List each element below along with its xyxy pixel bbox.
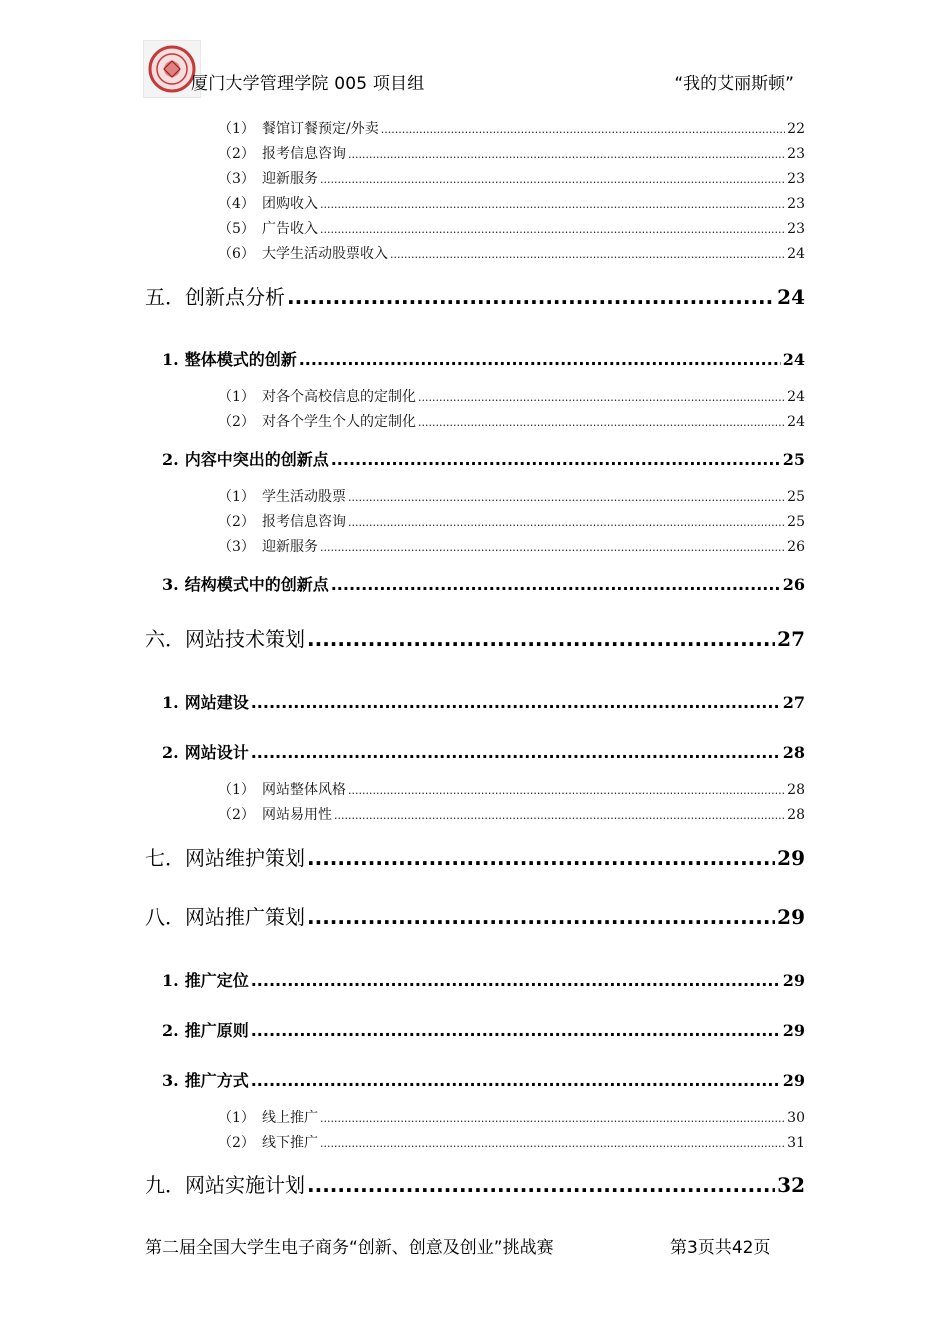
header-org-name: 厦门大学管理学院 005 项目组 xyxy=(191,74,425,94)
toc-entry-number: （1） xyxy=(218,121,255,137)
toc-entry[interactable] xyxy=(162,447,805,470)
toc-entry-title: 报考信息咨询 xyxy=(262,146,346,162)
toc-leader-dots xyxy=(320,541,785,554)
toc-leader-dots xyxy=(307,1173,775,1197)
toc-entry-page: 24 xyxy=(782,350,805,369)
toc-entry-page: 25 xyxy=(787,514,805,530)
page-footer xyxy=(145,1233,805,1257)
toc-leader-dots xyxy=(251,1021,781,1040)
toc-entry-number: （5） xyxy=(218,221,255,237)
toc-entry-number: （2） xyxy=(218,146,255,162)
toc-entry-number: （4） xyxy=(218,196,255,212)
toc-entry-page: 23 xyxy=(787,196,805,212)
toc-entry-title: 网站易用性 xyxy=(262,807,332,823)
header-project-name: “我的艾丽斯顿” xyxy=(674,74,794,94)
toc-entry-number: （1） xyxy=(218,1110,255,1126)
toc-entry-page: 23 xyxy=(787,171,805,187)
toc-entry-page: 27 xyxy=(777,627,805,651)
toc-entry-page: 27 xyxy=(782,693,805,712)
toc-entry[interactable] xyxy=(145,842,805,871)
toc-leader-dots xyxy=(251,971,781,990)
toc-leader-dots xyxy=(418,391,785,404)
toc-entry-title: 网站建设 xyxy=(184,693,249,712)
toc-entry-title: 八．网站推广策划 xyxy=(145,905,305,929)
toc-entry-page: 25 xyxy=(782,450,805,469)
toc-entry[interactable] xyxy=(218,779,805,799)
toc-leader-dots xyxy=(348,784,785,797)
toc-leader-dots xyxy=(251,1071,781,1090)
toc-leader-dots xyxy=(348,148,785,161)
toc-entry-page: 29 xyxy=(777,846,805,870)
toc-entry[interactable] xyxy=(218,511,805,531)
toc-leader-dots xyxy=(331,450,781,469)
toc-entry-page: 30 xyxy=(787,1110,805,1126)
toc-entry[interactable] xyxy=(218,243,805,263)
toc-leader-dots xyxy=(348,491,785,504)
toc-entry-page: 22 xyxy=(787,121,805,137)
toc-entry-title: 推广原则 xyxy=(184,1021,249,1040)
toc-entry-number: 2. xyxy=(162,1021,179,1040)
toc-entry[interactable] xyxy=(145,901,805,930)
toc-entry-title: 整体模式的创新 xyxy=(184,350,297,369)
toc-entry[interactable] xyxy=(218,143,805,163)
toc-entry-title: 线上推广 xyxy=(262,1110,318,1126)
toc-entry-number: 2. xyxy=(162,743,179,762)
toc-entry-page: 23 xyxy=(787,146,805,162)
toc-leader-dots xyxy=(320,1137,785,1150)
toc-entry-page: 26 xyxy=(787,539,805,555)
toc-entry[interactable] xyxy=(162,347,805,370)
toc-entry-page: 29 xyxy=(777,905,805,929)
toc-entry-page: 24 xyxy=(787,389,805,405)
toc-entry-title: 线下推广 xyxy=(262,1135,318,1151)
toc-entry-page: 28 xyxy=(787,782,805,798)
toc-entry[interactable] xyxy=(218,386,805,406)
toc-entry[interactable] xyxy=(218,536,805,556)
toc-entry[interactable] xyxy=(218,804,805,824)
toc-entry-number: 1. xyxy=(162,693,179,712)
toc-entry-title: 对各个学生个人的定制化 xyxy=(262,414,416,430)
toc-entry[interactable] xyxy=(162,572,805,595)
toc-leader-dots xyxy=(307,627,775,651)
toc-entry-number: 3. xyxy=(162,575,179,594)
toc-leader-dots xyxy=(348,516,785,529)
toc-entry-page: 29 xyxy=(782,971,805,990)
toc-entry-page: 28 xyxy=(787,807,805,823)
toc-leader-dots xyxy=(418,416,785,429)
toc-entry-title: 网站设计 xyxy=(184,743,249,762)
toc-entry-number: （2） xyxy=(218,1135,255,1151)
toc-entry-page: 24 xyxy=(787,246,805,262)
toc-entry-title: 五．创新点分析 xyxy=(145,285,285,309)
toc-leader-dots xyxy=(320,1112,785,1125)
toc-leader-dots xyxy=(334,809,785,822)
toc-entry-number: 3. xyxy=(162,1071,179,1090)
toc-entry[interactable] xyxy=(218,411,805,431)
toc-entry-page: 31 xyxy=(787,1135,805,1151)
toc-entry-number: （3） xyxy=(218,539,255,555)
toc-leader-dots xyxy=(390,248,785,261)
toc-entry-title: 餐馆订餐预定/外卖 xyxy=(262,121,379,137)
page-header xyxy=(143,40,808,98)
toc-entry[interactable] xyxy=(145,623,805,652)
toc-entry[interactable] xyxy=(162,1018,805,1041)
toc-entry-page: 29 xyxy=(782,1021,805,1040)
toc-entry-page: 24 xyxy=(787,414,805,430)
toc-entry-page: 26 xyxy=(782,575,805,594)
toc-entry-number: （2） xyxy=(218,414,255,430)
toc-entry-number: 1. xyxy=(162,350,179,369)
toc-entry-number: （1） xyxy=(218,782,255,798)
toc-entry-page: 24 xyxy=(777,285,805,309)
toc-entry[interactable] xyxy=(218,193,805,213)
toc-entry[interactable] xyxy=(218,1132,805,1152)
toc-entry-title: 七．网站维护策划 xyxy=(145,846,305,870)
toc-entry-title: 结构模式中的创新点 xyxy=(184,575,329,594)
toc-entry[interactable] xyxy=(218,168,805,188)
toc-entry[interactable] xyxy=(218,486,805,506)
toc-entry-title: 推广方式 xyxy=(184,1071,249,1090)
toc-entry-number: （3） xyxy=(218,171,255,187)
toc-leader-dots xyxy=(320,198,785,211)
toc-entry-title: 团购收入 xyxy=(262,196,318,212)
toc-entry-page: 25 xyxy=(787,489,805,505)
toc-entry-page: 23 xyxy=(787,221,805,237)
toc-leader-dots xyxy=(251,743,781,762)
toc-entry-number: （1） xyxy=(218,389,255,405)
toc-entry-title: 广告收入 xyxy=(262,221,318,237)
toc-entry[interactable] xyxy=(162,690,805,713)
toc-leader-dots xyxy=(320,223,785,236)
toc-entry-number: （2） xyxy=(218,514,255,530)
toc-entry[interactable] xyxy=(162,1068,805,1091)
toc-entry-title: 报考信息咨询 xyxy=(262,514,346,530)
toc-leader-dots xyxy=(320,173,785,186)
toc-entry[interactable] xyxy=(162,968,805,991)
toc-entry-title: 九．网站实施计划 xyxy=(145,1173,305,1197)
toc-entry-title: 内容中突出的创新点 xyxy=(184,450,329,469)
toc-leader-dots xyxy=(251,693,781,712)
toc-leader-dots xyxy=(299,350,781,369)
toc-entry[interactable] xyxy=(162,740,805,763)
toc-leader-dots xyxy=(381,123,785,136)
toc-entry-number: （6） xyxy=(218,246,255,262)
toc-entry[interactable] xyxy=(145,1169,805,1198)
footer-competition-name: 第二届全国大学生电子商务“创新、创意及创业”挑战赛 xyxy=(145,1238,554,1258)
toc-entry[interactable] xyxy=(145,281,805,310)
toc-entry[interactable] xyxy=(218,218,805,238)
toc-entry-number: （1） xyxy=(218,489,255,505)
toc-entry-title: 推广定位 xyxy=(184,971,249,990)
toc-entry-number: （2） xyxy=(218,807,255,823)
toc-entry-page: 32 xyxy=(777,1173,805,1197)
toc-entry-title: 大学生活动股票收入 xyxy=(262,246,388,262)
toc-entry-title: 对各个高校信息的定制化 xyxy=(262,389,416,405)
toc-entry-title: 网站整体风格 xyxy=(262,782,346,798)
toc-entry[interactable] xyxy=(218,118,805,138)
toc-entry-number: 2. xyxy=(162,450,179,469)
toc-leader-dots xyxy=(331,575,781,594)
toc-leader-dots xyxy=(307,905,775,929)
toc-entry-title: 迎新服务 xyxy=(262,539,318,555)
toc-leader-dots xyxy=(287,285,775,309)
toc-entry-title: 学生活动股票 xyxy=(262,489,346,505)
toc-entry-title: 六．网站技术策划 xyxy=(145,627,305,651)
toc-entry[interactable] xyxy=(218,1107,805,1127)
footer-page-number: 第3页共42页 xyxy=(670,1238,771,1258)
toc-entry-page: 29 xyxy=(782,1071,805,1090)
toc-entry-page: 28 xyxy=(782,743,805,762)
toc-entry-title: 迎新服务 xyxy=(262,171,318,187)
toc-entry-number: 1. xyxy=(162,971,179,990)
toc-leader-dots xyxy=(307,846,775,870)
